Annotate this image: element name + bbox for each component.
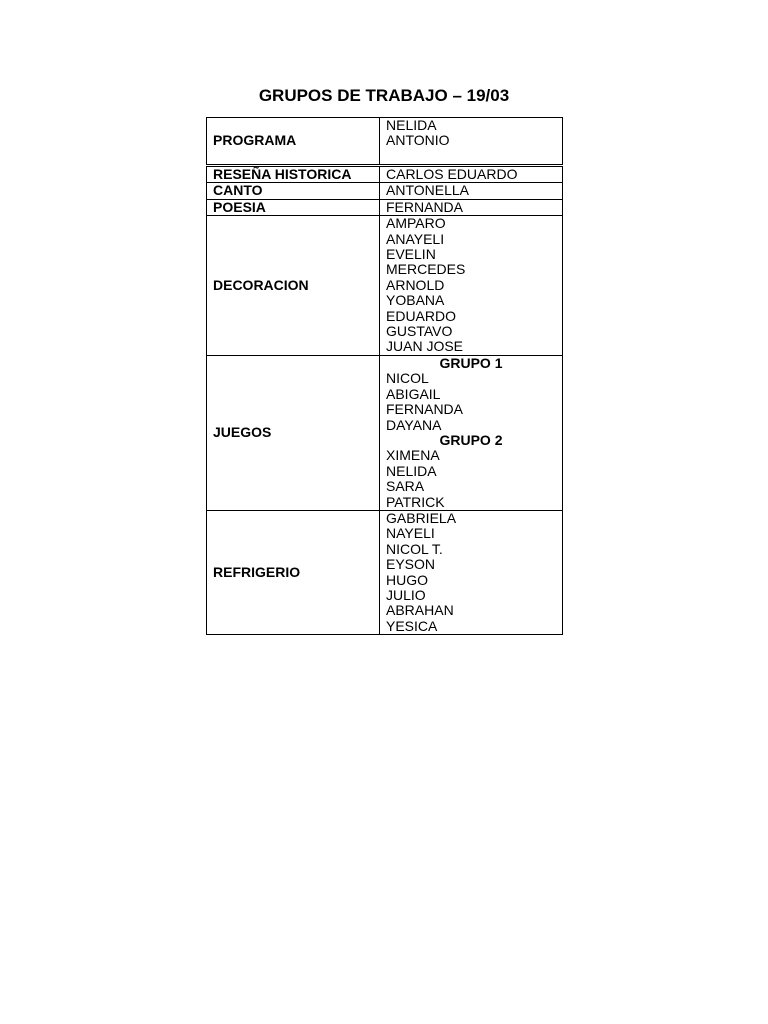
person-name: ARNOLD	[386, 276, 445, 293]
task-cell: REFRIGERIO	[207, 510, 380, 634]
person-name: ANAYELI	[386, 230, 445, 247]
names-cell	[380, 183, 563, 199]
person-name: CARLOS EDUARDO	[386, 166, 518, 182]
table-row-poesia	[207, 199, 563, 215]
names-cell	[380, 199, 563, 215]
person-name: DAYANA	[386, 416, 442, 433]
person-name: XIMENA	[386, 447, 440, 464]
person-name: FERNANDA	[386, 198, 464, 215]
names-cell	[380, 118, 563, 165]
person-name: NICOL	[386, 370, 429, 387]
person-name: NICOL T.	[386, 540, 443, 557]
task-cell: JUEGOS	[207, 355, 380, 510]
task-cell: CANTO	[207, 183, 380, 199]
table-row-canto	[207, 183, 563, 199]
table-row-refrigerio	[207, 510, 563, 634]
names-cell	[380, 167, 563, 183]
person-name: YESICA	[386, 617, 438, 634]
names-cell	[380, 355, 563, 510]
table-row-decoracion	[207, 216, 563, 356]
person-name: EDUARDO	[386, 307, 457, 324]
person-name: EVELIN	[386, 246, 436, 263]
person-name: MERCEDES	[386, 261, 466, 278]
person-name: GABRIELA	[386, 509, 457, 526]
group-heading: GRUPO 2	[439, 431, 503, 448]
person-name: NELIDA	[386, 462, 437, 479]
person-name: JUAN JOSE	[386, 338, 464, 355]
group-heading: GRUPO 1	[439, 354, 503, 371]
person-name: JULIO	[386, 586, 426, 603]
person-name: ABIGAIL	[386, 385, 441, 402]
person-name: NAYELI	[386, 525, 435, 542]
task-cell: RESEÑA HISTORICA	[207, 167, 380, 183]
person-name: PATRICK	[386, 493, 445, 510]
person-name: NELIDA	[386, 117, 437, 133]
person-name: SARA	[386, 478, 425, 495]
person-name: ANTONELLA	[386, 182, 469, 199]
person-name: YOBANA	[386, 292, 445, 309]
task-cell: DECORACION	[207, 216, 380, 356]
task-cell: PROGRAMA	[207, 118, 380, 165]
table-row-resena	[207, 167, 563, 183]
document-title: GRUPOS DE TRABAJO – 19/03	[258, 86, 510, 105]
table-row-juegos	[207, 355, 563, 510]
names-cell	[380, 510, 563, 634]
person-name: GUSTAVO	[386, 323, 453, 340]
person-name: HUGO	[386, 571, 428, 588]
work-groups-table	[206, 117, 563, 635]
names-cell	[380, 216, 563, 356]
person-name: AMPARO	[386, 215, 446, 232]
table-row-programa	[207, 118, 563, 165]
person-name: ANTONIO	[386, 132, 450, 149]
person-name: FERNANDA	[386, 401, 464, 418]
task-cell: POESIA	[207, 199, 380, 215]
person-name: ABRAHAN	[386, 602, 454, 619]
person-name: EYSON	[386, 556, 436, 573]
